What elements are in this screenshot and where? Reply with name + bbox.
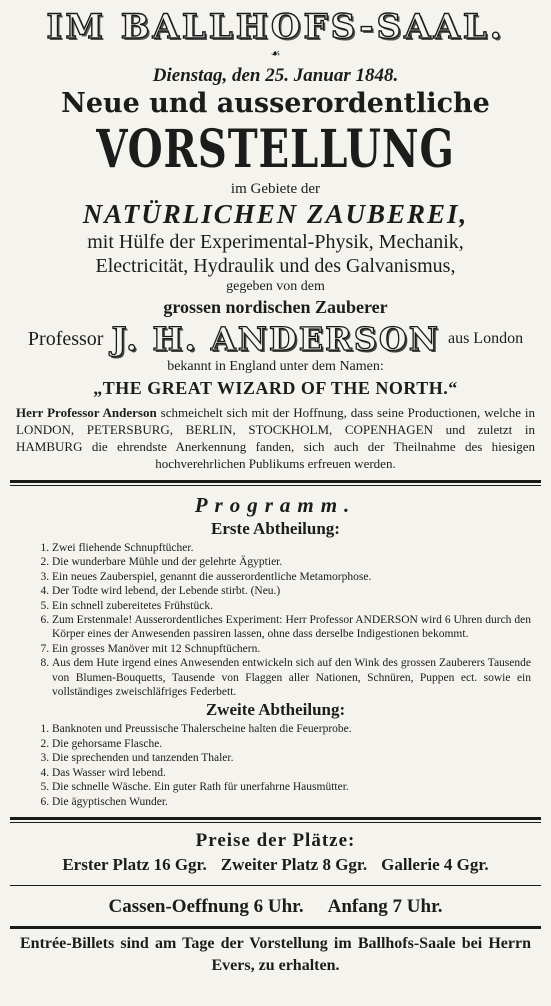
doors-time: Cassen-Oeffnung 6 Uhr. (108, 895, 304, 917)
list-item: 3. Die sprechenden und tanzenden Thaler. (52, 751, 531, 765)
grossen-zauberer: grossen nordischen Zauberer (163, 297, 388, 317)
poster (0, 6, 551, 1006)
part2-list (6, 722, 545, 808)
im-gebiete: im Gebiete der (230, 181, 321, 197)
performer-name: J. H. ANDERSON (111, 320, 440, 358)
list-item: 5. Ein schnell zubereitetes Frühstück. (52, 599, 531, 613)
list-item: 6. Zum Erstenmale! Ausserordentliches Experiment: Herr Professor ANDERSON wird 6 Uhren durch den Körper eines der Anwesenden passiren lassen, ohne dass derselbe Indigestionen bekommt. (52, 613, 531, 642)
part2-title: Zweite Abtheilung: (205, 700, 346, 720)
part1-title: Erste Abtheilung: (211, 519, 340, 538)
subject-line-1: mit Hülfe der Experimental-Physik, Mechanik, (87, 231, 464, 253)
subject-title: NATÜRLICHEN ZAUBEREI, (82, 199, 469, 229)
ornament-icon: ☙ (270, 48, 281, 60)
intro-rest: schmeichelt sich mit der Hoffnung, dass seine Productionen, welche in LONDON, PETERSBURG, BERLIN, STOCKHOLM, COPENHAGEN und zuletzt in HAMBURG die ehrendste Anerkennung fanden, sich auch der Theilnahme des hiesigen hochverehrlichen Publikums erfreuen werden. (16, 405, 535, 471)
list-item: 1. Zwei fliehende Schnupftücher. (52, 541, 531, 555)
venue-title: IM BALLHOFS-SAAL. (46, 7, 505, 47)
performer-nickname: „THE GREAT WIZARD OF THE NORTH.“ (93, 378, 458, 398)
list-item: 2. Die wunderbare Mühle und der gelehrte Ägyptier. (52, 555, 531, 569)
list-item: 3. Ein neues Zauberspiel, genannt die ausserordentliche Metamorphose. (52, 570, 531, 584)
headline-big: VORSTELLUNG (96, 119, 455, 180)
tickets-info: Entrée-Billets sind am Tage der Vorstellung im Ballhofs-Saale bei Herrn Evers, zu erhalten. (20, 934, 531, 974)
known-as: bekannt in England unter dem Namen: (167, 359, 384, 374)
performer-suffix: aus London (447, 330, 524, 347)
list-item: 4. Der Todte wird lebend, der Lebende stirbt. (Neu.) (52, 584, 531, 598)
price-first: Erster Platz 16 Ggr. (62, 854, 207, 874)
divider-thin (10, 485, 541, 486)
list-item: 8. Aus dem Hute irgend eines Anwesenden entwickeln sich auf den Wink des grossen Zauberers Tausende von Blumen-Bouquetts, Tausende von Flaggen aller Nationen, Schnüren, Puppen ect. sowie ein vollständiges zweischläfriges Federbett. (52, 656, 531, 699)
prices-title: Preise der Plätze: (195, 829, 356, 851)
list-item: 5. Die schnelle Wäsche. Ein guter Rath für unerfahrne Hausmütter. (52, 780, 531, 794)
prices-row (6, 853, 545, 877)
subject-line-2: Electricität, Hydraulik und des Galvanismus, (95, 255, 456, 277)
times-row (6, 894, 545, 920)
performer-line (6, 320, 545, 358)
intro-paragraph (6, 400, 545, 472)
start-time: Anfang 7 Uhr. (327, 895, 443, 917)
list-item: 1. Banknoten und Preussische Thalerscheine halten die Feuerprobe. (52, 722, 531, 736)
performer-prefix: Professor (27, 327, 104, 350)
list-item: 6. Die ägyptischen Wunder. (52, 795, 531, 809)
list-item: 2. Die gehorsame Flasche. (52, 737, 531, 751)
list-item: 4. Das Wasser wird lebend. (52, 766, 531, 780)
divider (10, 480, 541, 483)
price-gallery: Gallerie 4 Ggr. (381, 854, 489, 874)
divider-thin (10, 822, 541, 823)
gegeben-von: gegeben von dem (226, 279, 325, 294)
part1-list (6, 541, 545, 699)
list-item: 7. Ein grosses Manöver mit 12 Schnupftüchern. (52, 642, 531, 656)
divider-thin (10, 885, 541, 886)
intro-bold: Herr Professor Anderson (16, 405, 157, 420)
programm-title: Programm. (194, 493, 357, 517)
divider (10, 817, 541, 820)
price-second: Zweiter Platz 8 Ggr. (220, 854, 368, 874)
event-date: Dienstag, den 25. Januar 1848. (152, 65, 399, 86)
headline-small: Neue und ausserordentliche (61, 88, 490, 119)
